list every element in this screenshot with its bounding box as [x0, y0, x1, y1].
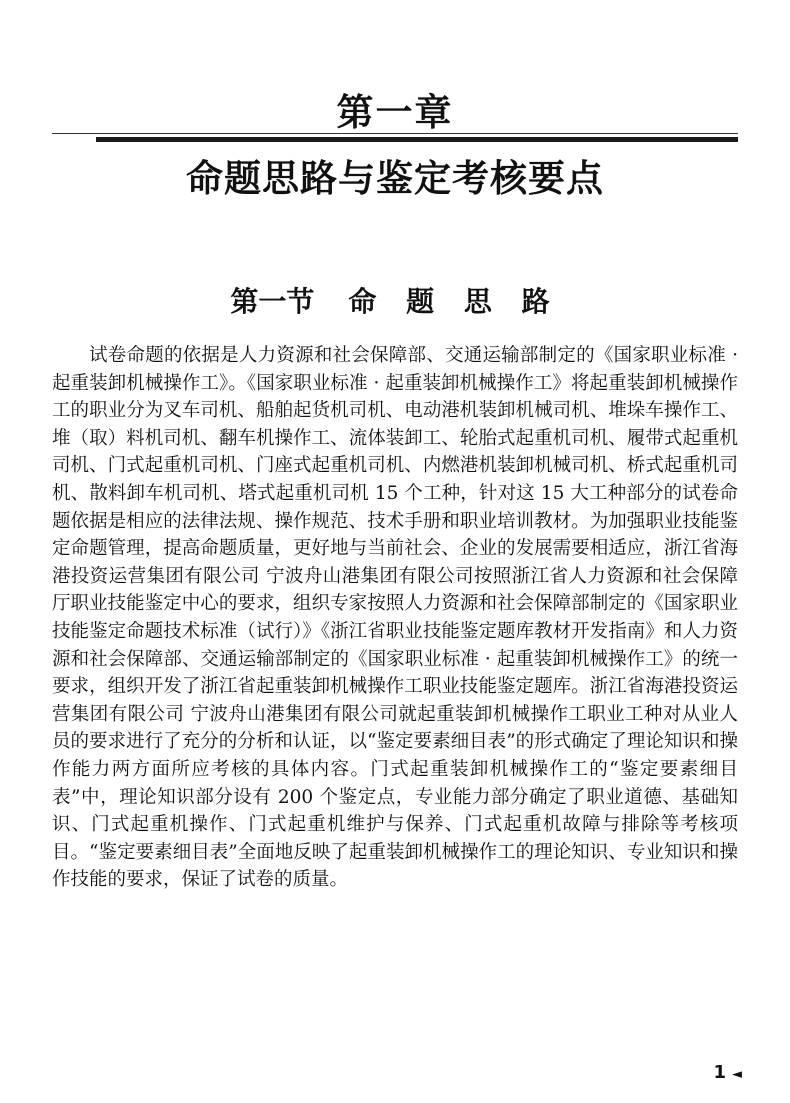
section-title: 命 题 思 路	[348, 285, 560, 318]
page-marker-icon: ◄	[732, 1067, 742, 1082]
chapter-rule-thin	[52, 133, 738, 134]
chapter-title: 命题思路与鉴定考核要点	[186, 156, 604, 200]
section-heading	[0, 280, 790, 320]
section-number: 第一节	[230, 285, 315, 318]
page-number: 1	[713, 1062, 726, 1083]
body-paragraph: 试卷命题的依据是人力资源和社会保障部、交通运输部制定的《国家职业标准 · 起重装卸机械操作工》。《国家职业标准 · 起重装卸机械操作工》将起重装卸机械操作工的职业分为叉车司机、船舶起货机司机、电动港机装卸机械司机、堆垛车操作工、堆（取）料机司机、翻车机操作工、流体装卸工、轮胎式起重机司机、履带式起重机司机、门式起重机司机、门座式起重机司机、内燃港机装卸机械司机、桥式起重机司机、散料卸车机司机、塔式起重机司机 15 个工种，针对这 15 大工种部分的试卷命题依据是相应的法律法规、操作规范、技术手册和职业培训教材。为加强职业技能鉴定命题管理，提高命题质量，更好地与当前社会、企业的发展需要相适应，浙江省海港投资运营集团有限公司 宁波舟山港集团有限公司按照浙江省人力资源和社会保障厅职业技能鉴定中心的要求，组织专家按照人力资源和社会保障部制定的《国家职业技能鉴定命题技术标准（试行）》《浙江省职业技能鉴定题库教材开发指南》和人力资源和社会保障部、交通运输部制定的《国家职业标准 · 起重装卸机械操作工》的统一要求，组织开发了浙江省起重装卸机械操作工职业技能鉴定题库。浙江省海港投资运营集团有限公司 宁波舟山港集团有限公司就起重装卸机械操作工职业工种对从业人员的要求进行了充分的分析和认证，以“鉴定要素细目表”的形式确定了理论知识和操作能力两方面所应考核的具体内容。门式起重装卸机械操作工的“鉴定要素细目表”中，理论知识部分设有 200 个鉴定点，专业能力部分确定了职业道德、基础知识、门式起重机操作、门式起重机维护与保养、门式起重机故障与排除等考核项目。“鉴定要素细目表”全面地反映了起重装卸机械操作工的理论知识、专业知识和操作技能的要求，保证了试卷的质量。	[52, 345, 738, 891]
page-footer	[713, 1062, 742, 1083]
chapter-rule-thick	[96, 137, 738, 142]
chapter-number: 第一章	[336, 90, 454, 134]
